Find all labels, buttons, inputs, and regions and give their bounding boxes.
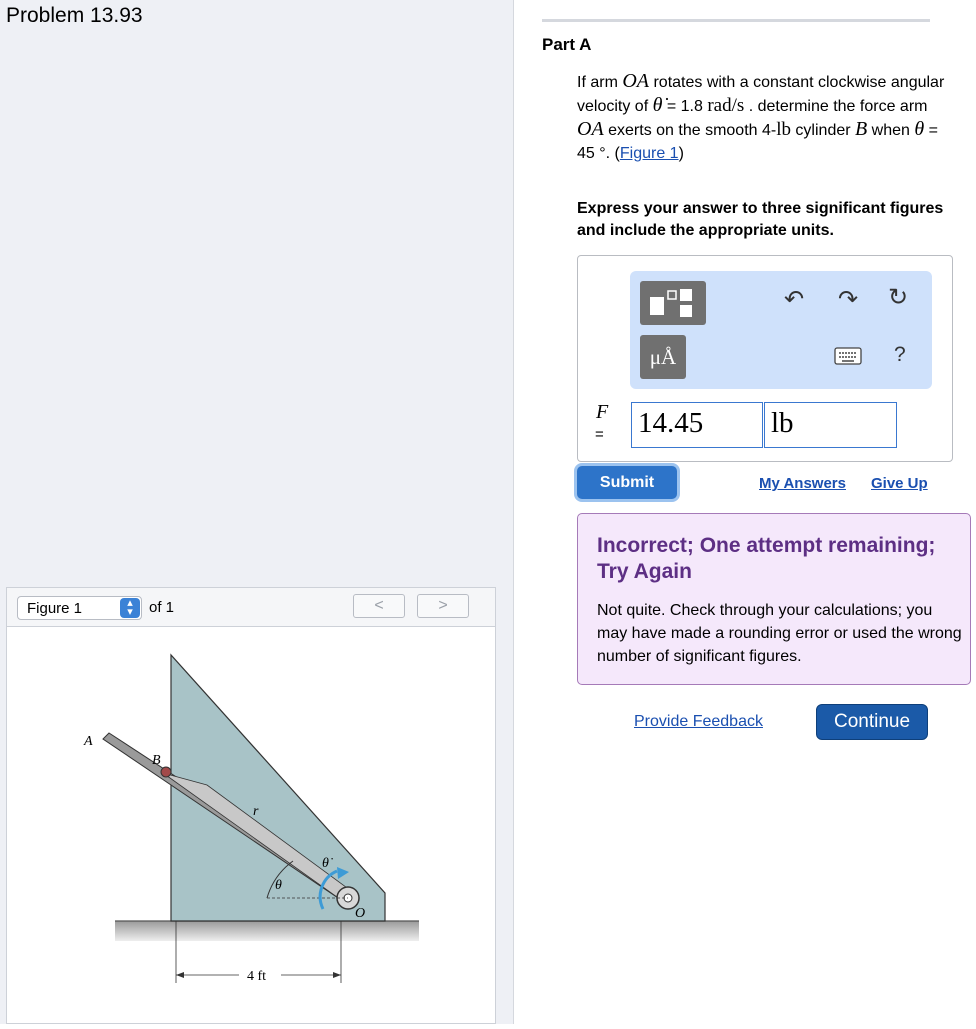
- question-fragment: = 1.8: [662, 98, 708, 115]
- question-text: [577, 70, 949, 165]
- templates-icon: [640, 281, 706, 325]
- unit-symbol: rad/s: [707, 95, 745, 116]
- label-b: B: [152, 753, 161, 768]
- figure-select[interactable]: [17, 596, 142, 620]
- next-figure-button[interactable]: >: [417, 594, 469, 618]
- redo-icon[interactable]: ↷: [838, 286, 859, 313]
- units-button[interactable]: μÅ: [640, 335, 686, 379]
- feedback-title: Incorrect; One attempt remaining; Try Again: [597, 534, 936, 583]
- undo-icon[interactable]: ↶: [784, 286, 805, 313]
- continue-button[interactable]: Continue: [816, 704, 928, 740]
- dimension-label: 4 ft: [247, 969, 267, 984]
- question-fragment: rotates with a constant clockwise angular velocity of: [577, 74, 945, 115]
- give-up-link[interactable]: Give Up: [871, 475, 928, 492]
- question-fragment: = 45 °.: [577, 122, 938, 162]
- theta-symbol: θ: [914, 118, 925, 140]
- reset-icon[interactable]: ↻: [888, 284, 909, 311]
- label-o: O: [355, 906, 366, 921]
- math-toolbar: [630, 271, 932, 389]
- question-pane: [514, 0, 976, 1024]
- templates-button[interactable]: [640, 281, 706, 325]
- label-a: A: [84, 734, 93, 749]
- keyboard-icon[interactable]: [834, 347, 862, 365]
- question-fragment: ): [678, 145, 684, 162]
- instruction-text: Express your answer to three significant figures and include the appropriate units.: [577, 200, 944, 239]
- cylinder-symbol: B: [855, 118, 868, 140]
- variable-label: F: [596, 401, 609, 423]
- chevron-updown-icon: ▴ ▾: [120, 598, 140, 618]
- help-button[interactable]: ?: [894, 343, 906, 366]
- question-fragment: . determine the force arm: [744, 98, 928, 115]
- lb-symbol: lb: [776, 119, 791, 140]
- feedback-body: Not quite. Check through your calculations; you may have made a rounding error or used the wrong number of significant figures.: [597, 602, 962, 665]
- cylinder-b: [161, 767, 171, 777]
- label-theta-dot: θ̇: [322, 856, 329, 871]
- theta-dot-symbol: θ̇: [652, 94, 663, 116]
- prev-figure-button[interactable]: <: [353, 594, 405, 618]
- provide-feedback-link[interactable]: Provide Feedback: [634, 713, 763, 730]
- figure-navigation-bar: [6, 587, 496, 627]
- divider: [542, 19, 930, 22]
- my-answers-link[interactable]: My Answers: [759, 475, 846, 492]
- label-r: r: [253, 804, 259, 819]
- value-input[interactable]: 14.45: [631, 402, 763, 448]
- question-fragment: exerts on the smooth 4-: [603, 122, 777, 139]
- submit-button[interactable]: Submit: [577, 466, 677, 499]
- question-fragment: (: [614, 145, 620, 162]
- figure-link[interactable]: Figure 1: [619, 145, 679, 162]
- part-title: Part A: [542, 35, 592, 54]
- question-fragment: cylinder: [790, 122, 856, 139]
- figure-count: of 1: [149, 599, 175, 616]
- figure-canvas: [6, 627, 496, 1024]
- units-input[interactable]: lb: [764, 402, 897, 448]
- equals-label: =: [595, 426, 604, 443]
- arm-symbol: OA: [577, 118, 604, 140]
- figure-diagram: [7, 627, 495, 1024]
- question-fragment: when: [867, 122, 915, 139]
- answer-box: [577, 255, 953, 462]
- figure-select-value: Figure 1: [27, 600, 83, 617]
- ground-hatch: [115, 921, 419, 941]
- feedback-box: [577, 513, 971, 685]
- question-fragment: If arm: [577, 74, 623, 91]
- label-theta: θ: [275, 878, 282, 893]
- arm-symbol: OA: [622, 70, 650, 92]
- problem-title: Problem 13.93: [6, 4, 143, 27]
